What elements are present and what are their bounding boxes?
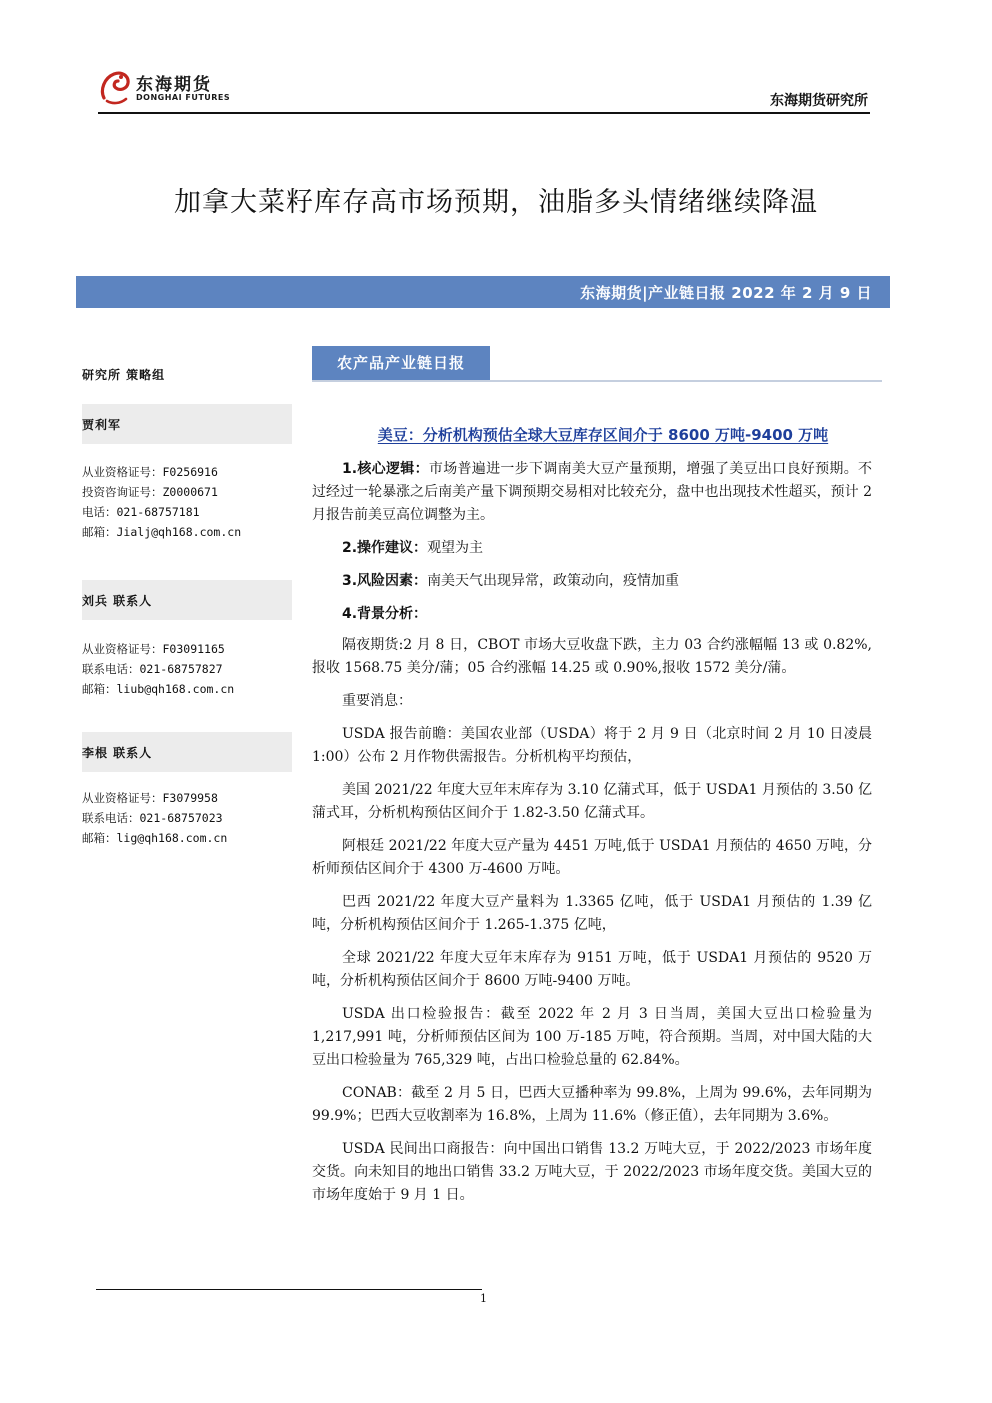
logo-chinese-text: 东海期货 bbox=[136, 75, 212, 95]
email: 邮箱：lig@qh168.com.cn bbox=[82, 831, 228, 845]
analyst-name: 刘兵 联系人 bbox=[82, 594, 153, 608]
phone: 联系电话：021-68757827 bbox=[82, 662, 223, 676]
paragraph-lead: 3.风险因素： bbox=[342, 573, 428, 589]
paragraph bbox=[312, 603, 872, 626]
document-title: 加拿大菜籽库存高市场预期，油脂多头情绪继续降温 bbox=[174, 187, 818, 218]
phone: 联系电话：021-68757023 bbox=[82, 811, 223, 825]
analyst-contact-block bbox=[82, 639, 292, 699]
paragraph-text: 南美天气出现异常，政策动向，疫情加重 bbox=[427, 573, 680, 589]
dragon-logo-icon bbox=[98, 68, 132, 106]
paragraph: 巴西 2021/22 年度大豆产量料为 1.3365 亿吨，低于 USDA1 月预估的 1.39 亿吨，分析机构预估区间介于 1.265-1.375 亿吨， bbox=[312, 894, 872, 933]
paragraph: 隔夜期货:2 月 8 日，CBOT 市场大豆收盘下跌，主力 03 合约涨幅幅 13 或 0.82%,报收 1568.75 美分/蒲；05 合约涨幅 14.25 或 0.90%,报收 1572 美分/蒲。 bbox=[312, 637, 872, 676]
section-tab: 农产品产业链日报 bbox=[312, 346, 490, 380]
company-logo bbox=[98, 68, 238, 108]
paragraph-lead: 4.背景分析： bbox=[342, 606, 428, 622]
banner-text: 东海期货|产业链日报 2022 年 2 月 9 日 bbox=[580, 284, 872, 302]
page-number: 1 bbox=[480, 1292, 487, 1305]
email: 邮箱：Jialj@qh168.com.cn bbox=[82, 525, 242, 539]
footer-divider bbox=[96, 1289, 482, 1290]
paragraph: CONAB：截至 2 月 5 日，巴西大豆播种率为 99.8%，上周为 99.6%，去年同期为 99.9%；巴西大豆收割率为 16.8%，上周为 11.6%（修正值），去年同期为 3.6%。 bbox=[312, 1085, 872, 1124]
paragraph-lead: 1.核心逻辑： bbox=[342, 461, 429, 477]
paragraph-text: 观望为主 bbox=[427, 540, 484, 556]
license-number: 从业资格证号：F0256916 bbox=[82, 465, 218, 479]
paragraph: 全球 2021/22 年度大豆年末库存为 9151 万吨，低于 USDA1 月预估的 9520 万吨，分析机构预估区间介于 8600 万吨-9400 万吨。 bbox=[312, 950, 872, 989]
article-body bbox=[312, 458, 872, 1217]
paragraph bbox=[312, 570, 872, 593]
paragraph: USDA 民间出口商报告：向中国出口销售 13.2 万吨大豆，于 2022/2023 市场年度交货。向未知目的地出口销售 33.2 万吨大豆，于 2022/2023 市场年度交货。美国大豆的市场年度始于 9 月 1 日。 bbox=[312, 1141, 872, 1203]
paragraph: USDA 报告前瞻：美国农业部（USDA）将于 2 月 9 日（北京时间 2 月 10 日凌晨 1:00）公布 2 月作物供需报告。分析机构平均预估， bbox=[312, 726, 872, 765]
paragraph bbox=[312, 458, 872, 527]
consulting-number: 投资咨询证号：Z0000671 bbox=[82, 485, 218, 499]
paragraph bbox=[312, 537, 872, 560]
phone: 电话：021-68757181 bbox=[82, 505, 200, 519]
email: 邮箱：liub@qh168.com.cn bbox=[82, 682, 235, 696]
analyst-contact-block bbox=[82, 788, 292, 848]
header-divider bbox=[98, 112, 870, 114]
paragraph: 阿根廷 2021/22 年度大豆产量为 4451 万吨,低于 USDA1 月预估的 4650 万吨，分析师预估区间介于 4300 万-4600 万吨。 bbox=[312, 838, 872, 877]
analyst-name: 李根 联系人 bbox=[82, 746, 153, 760]
license-number: 从业资格证号：F03091165 bbox=[82, 642, 225, 656]
team-label: 研究所 策略组 bbox=[82, 368, 166, 382]
paragraph: 美国 2021/22 年度大豆年末库存为 3.10 亿蒲式耳，低于 USDA1 月预估的 3.50 亿蒲式耳，分析机构预估区间介于 1.82-3.50 亿蒲式耳。 bbox=[312, 782, 872, 821]
paragraph: 重要消息： bbox=[342, 693, 412, 709]
license-number: 从业资格证号：F3079958 bbox=[82, 791, 218, 805]
institute-name: 东海期货研究所 bbox=[770, 93, 868, 109]
report-banner bbox=[76, 276, 890, 308]
logo-english-text: DONGHAI FUTURES bbox=[136, 93, 231, 102]
paragraph-lead: 2.操作建议： bbox=[342, 540, 428, 556]
paragraph-text: 市场普遍进一步下调南美大豆产量预期，增强了美豆出口良好预期。不过经过一轮暴涨之后南美产量下调预期交易相对比较充分，盘中也出现技术性超买，预计 2 月报告前美豆高位调整为主。 bbox=[312, 461, 873, 523]
article-title[interactable]: 美豆：分析机构预估全球大豆库存区间介于 8600 万吨-9400 万吨 bbox=[377, 426, 829, 444]
analyst-contact-block bbox=[82, 462, 292, 542]
analyst-name: 贾利军 bbox=[82, 418, 122, 432]
paragraph: USDA 出口检验报告：截至 2022 年 2 月 3 日当周，美国大豆出口检验量为 1,217,991 吨，分析师预估区间为 100 万-185 万吨，符合预期。当周，对中国大陆的大豆出口检验量为 765,329 吨，占出口检验总量的 62.84%。 bbox=[312, 1006, 872, 1068]
section-divider bbox=[312, 380, 882, 382]
